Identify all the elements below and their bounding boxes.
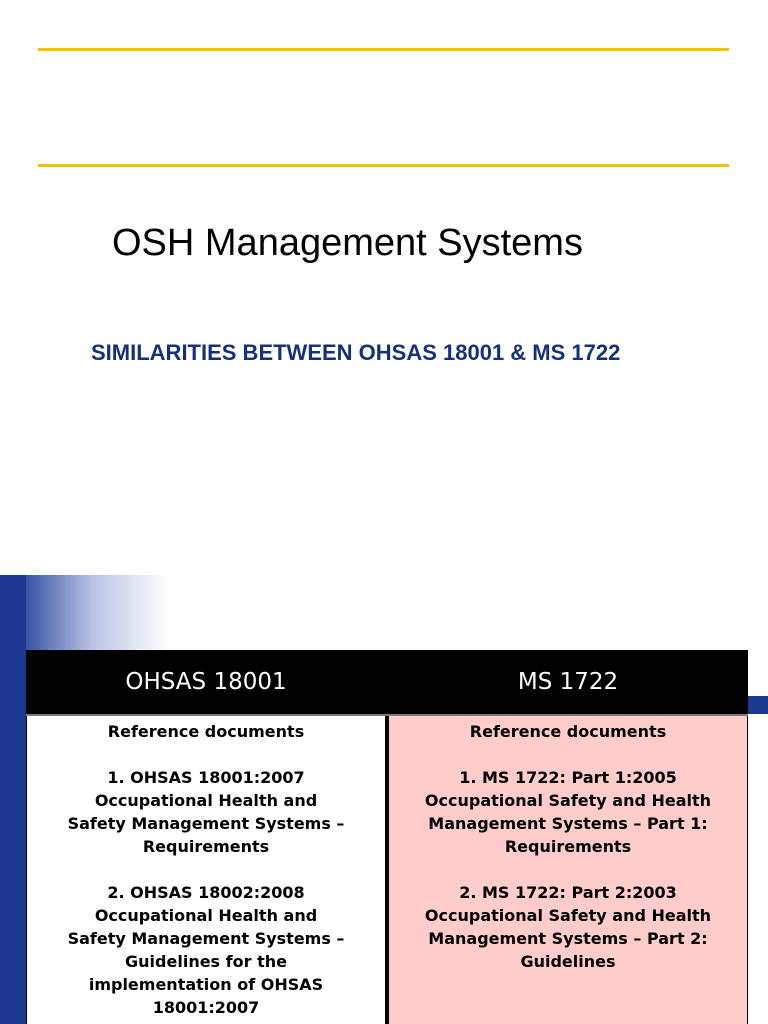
section-title: Reference documents (469, 722, 667, 741)
item-line: 1. OHSAS 18001:2007 (107, 768, 305, 787)
item-line: Occupational Health and (94, 791, 318, 810)
item-line: Management Systems – Part 2: (428, 929, 708, 948)
top-rule (38, 48, 729, 51)
list-item (389, 881, 747, 973)
item-line: Safety Management Systems – (67, 929, 345, 948)
item-line: Guidelines for the (125, 952, 287, 971)
column-ms1722 (388, 650, 748, 1024)
list-item (27, 881, 385, 1019)
comparison-table (26, 650, 748, 1024)
left-accent-bar (0, 575, 26, 1024)
item-line: Requirements (504, 837, 632, 856)
item-line: 18001:2007 (152, 998, 260, 1017)
item-line: 1. MS 1722: Part 1:2005 (459, 768, 677, 787)
column-body-ohsas (26, 714, 386, 1024)
item-line: Guidelines (520, 952, 616, 971)
column-ohsas (26, 650, 386, 1024)
item-line: Safety Management Systems – (67, 814, 345, 833)
right-accent-bar (748, 696, 768, 714)
item-line: Management Systems – Part 1: (428, 814, 708, 833)
item-line: Requirements (142, 837, 270, 856)
bottom-rule (38, 164, 729, 167)
item-line: 2. MS 1722: Part 2:2003 (459, 883, 677, 902)
item-line: Occupational Safety and Health (424, 791, 712, 810)
column-body-ms1722 (388, 714, 748, 1024)
section-title: Reference documents (107, 722, 305, 741)
list-item (27, 766, 385, 858)
item-line: implementation of OHSAS (88, 975, 324, 994)
column-header-ms1722: MS 1722 (388, 650, 748, 714)
header-separator (26, 714, 748, 716)
list-item (389, 766, 747, 858)
item-line: 2. OHSAS 18002:2008 (107, 883, 305, 902)
item-line: Occupational Health and (94, 906, 318, 925)
slide-title: OSH Management Systems (112, 222, 583, 264)
slide-subtitle: SIMILARITIES BETWEEN OHSAS 18001 & MS 1722 (91, 340, 621, 365)
column-header-ohsas: OHSAS 18001 (26, 650, 386, 714)
comparison-slide (0, 575, 768, 1024)
item-line: Occupational Safety and Health (424, 906, 712, 925)
